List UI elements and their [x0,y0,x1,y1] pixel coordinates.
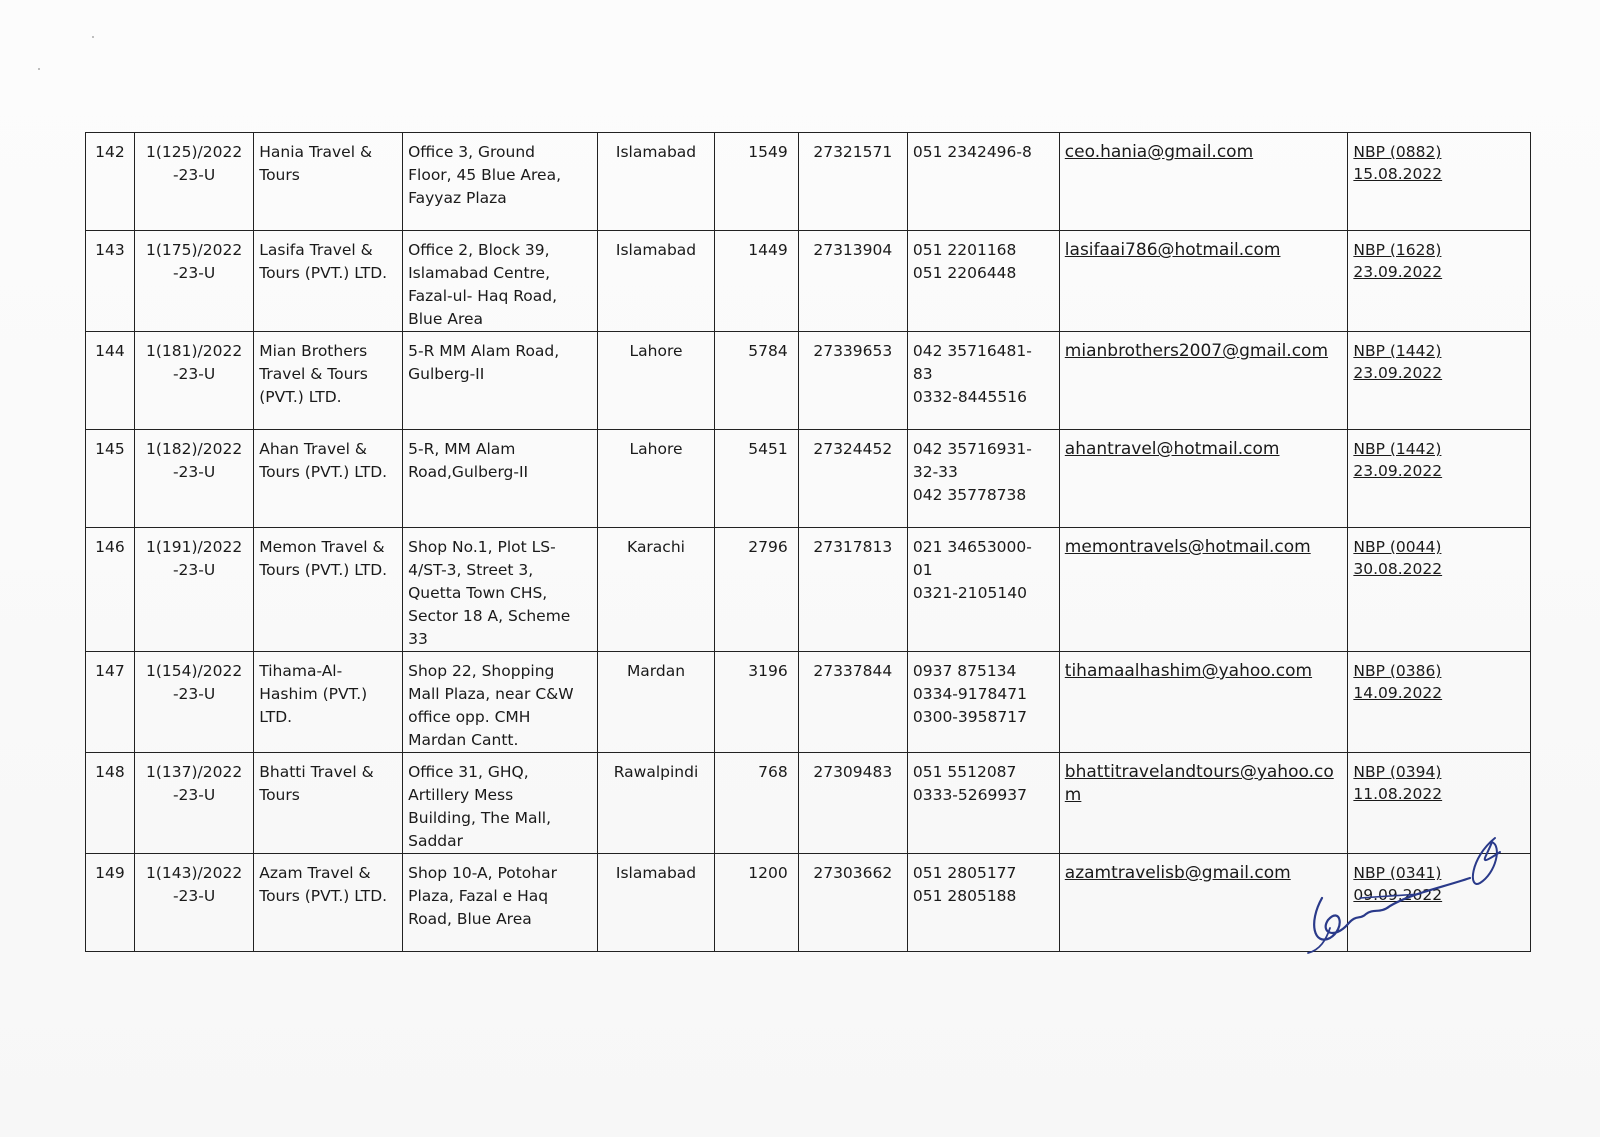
license-number-cell: 3196 [715,652,799,753]
address-line: Saddar [408,832,463,850]
file-number-line: 1(191)/2022 [145,538,243,556]
bank-challan-line: NBP (0386) [1353,662,1442,680]
email-cell [1059,231,1348,332]
address-line: 4/ST-3, Street 3, [408,561,534,579]
email-link[interactable]: ceo.hania@gmail.com [1064,142,1254,162]
agency-name-cell [254,231,403,332]
address-line: Office 31, GHQ, [408,763,529,781]
bank-challan-cell [1348,430,1531,528]
file-number-line: 1(181)/2022 [145,342,243,360]
bank-challan-line: 11.08.2022 [1353,785,1443,803]
agency-name-line: (PVT.) LTD. [259,388,342,406]
phone-line: 83 [912,365,933,383]
bank-challan-line: NBP (0341) [1353,864,1442,882]
file-number-line: -23-U [172,166,216,184]
serial-number-cell: 142 [86,133,135,231]
phone-cell [907,652,1059,753]
file-number-cell [134,430,253,528]
license-number-cell: 2796 [715,528,799,652]
agency-name-line: Tihama-Al- [259,662,343,680]
agency-name-line: Hania Travel & [259,143,373,161]
bank-challan-line: 23.09.2022 [1353,462,1443,480]
email-cell [1059,430,1348,528]
phone-line: 0332-8445516 [912,388,1027,406]
file-number-line: 1(154)/2022 [145,662,243,680]
ntn-cell: 27303662 [798,854,907,952]
phone-line: 042 35716481- [912,342,1032,360]
license-number-cell: 1200 [715,854,799,952]
phone-cell [907,231,1059,332]
license-number-cell: 768 [715,753,799,854]
phone-cell [907,430,1059,528]
address-line: Shop 22, Shopping [408,662,555,680]
address-line: Fayyaz Plaza [408,189,507,207]
city-cell: Lahore [597,430,714,528]
phone-line: 01 [912,561,933,579]
phone-line: 0334-9178471 [912,685,1027,703]
agency-name-cell [254,332,403,430]
phone-cell [907,332,1059,430]
scan-speck [92,36,94,38]
file-number-cell [134,133,253,231]
agency-name-line: Mian Brothers [259,342,368,360]
phone-cell [907,854,1059,952]
address-cell [403,231,598,332]
phone-cell [907,528,1059,652]
city-cell: Karachi [597,528,714,652]
bank-challan-cell [1348,133,1531,231]
city-cell: Islamabad [597,854,714,952]
ntn-cell: 27324452 [798,430,907,528]
address-cell [403,652,598,753]
ntn-cell: 27313904 [798,231,907,332]
handwritten-signature [1300,828,1540,968]
file-number-cell [134,231,253,332]
ntn-cell: 27337844 [798,652,907,753]
table-row [86,430,1531,528]
agency-name-line: Tours (PVT.) LTD. [259,463,388,481]
phone-line: 051 2805177 [912,864,1017,882]
file-number-line: 1(182)/2022 [145,440,243,458]
agency-name-line: Memon Travel & [259,538,385,556]
bank-challan-line: NBP (1442) [1353,440,1442,458]
address-line: Building, The Mall, [408,809,552,827]
address-line: Mardan Cantt. [408,731,519,749]
phone-line: 32-33 [912,463,958,481]
agency-name-line: Hashim (PVT.) [259,685,368,703]
address-line: Road,Gulberg-II [408,463,529,481]
agency-name-line: Azam Travel & [259,864,371,882]
agency-name-cell [254,528,403,652]
address-line: Shop No.1, Plot LS- [408,538,556,556]
address-line: Office 2, Block 39, [408,241,550,259]
file-number-cell [134,528,253,652]
bank-challan-cell [1348,332,1531,430]
phone-line: 0300-3958717 [912,708,1027,726]
address-line: 5-R MM Alam Road, [408,342,560,360]
address-line: Shop 10-A, Potohar [408,864,557,882]
phone-line: 0937 875134 [912,662,1017,680]
phone-line: 051 5512087 [912,763,1017,781]
phone-line: 051 2201168 [912,241,1017,259]
agency-name-cell [254,753,403,854]
address-line: 33 [408,630,428,648]
agency-name-cell [254,854,403,952]
scan-speck [38,68,40,70]
address-line: Islamabad Centre, [408,264,551,282]
bank-challan-cell [1348,528,1531,652]
address-line: Office 3, Ground [408,143,536,161]
address-line: 5-R, MM Alam [408,440,516,458]
phone-cell [907,133,1059,231]
email-link[interactable]: m [1064,785,1082,805]
agency-name-cell [254,652,403,753]
bank-challan-line: 23.09.2022 [1353,364,1443,382]
address-line: Fazal-ul- Haq Road, [408,287,558,305]
file-number-line: -23-U [172,365,216,383]
file-number-cell [134,854,253,952]
city-cell: Mardan [597,652,714,753]
email-link[interactable]: lasifaai786@hotmail.com [1064,240,1281,260]
file-number-line: 1(143)/2022 [145,864,243,882]
address-line: Blue Area [408,310,484,328]
agency-name-line: Tours [259,786,300,804]
agency-name-line: Ahan Travel & [259,440,368,458]
phone-line: 051 2342496-8 [912,143,1032,161]
email-cell [1059,652,1348,753]
table-row [86,652,1531,753]
address-line: Mall Plaza, near C&W [408,685,574,703]
bank-challan-line: 14.09.2022 [1353,684,1443,702]
email-link[interactable]: tihamaalhashim@yahoo.com [1064,661,1313,681]
city-cell: Lahore [597,332,714,430]
bank-challan-line: 23.09.2022 [1353,263,1443,281]
agency-name-line: Tours (PVT.) LTD. [259,887,388,905]
phone-line: 0321-2105140 [912,584,1027,602]
file-number-line: -23-U [172,561,216,579]
phone-cell [907,753,1059,854]
file-number-line: 1(175)/2022 [145,241,243,259]
agency-name-line: Lasifa Travel & [259,241,373,259]
table-row [86,332,1531,430]
email-link[interactable]: bhattitravelandtours@yahoo.co [1064,762,1334,782]
email-cell [1059,528,1348,652]
address-cell [403,430,598,528]
bank-challan-line: 30.08.2022 [1353,560,1443,578]
file-number-cell [134,652,253,753]
ntn-cell: 27339653 [798,332,907,430]
email-cell [1059,133,1348,231]
bank-challan-line: NBP (1442) [1353,342,1442,360]
agency-name-line: Tours (PVT.) LTD. [259,561,388,579]
phone-line: 042 35716931- [912,440,1032,458]
address-line: office opp. CMH [408,708,531,726]
file-number-line: -23-U [172,786,216,804]
address-cell [403,332,598,430]
email-link[interactable]: mianbrothers2007@gmail.com [1064,341,1329,361]
table-row [86,133,1531,231]
serial-number-cell: 145 [86,430,135,528]
bank-challan-cell [1348,652,1531,753]
agency-name-cell [254,430,403,528]
file-number-line: -23-U [172,264,216,282]
table-row [86,528,1531,652]
agency-name-line: LTD. [259,708,293,726]
serial-number-cell: 147 [86,652,135,753]
license-number-cell: 5784 [715,332,799,430]
agency-name-line: Bhatti Travel & [259,763,374,781]
address-line: Floor, 45 Blue Area, [408,166,561,184]
address-line: Plaza, Fazal e Haq [408,887,549,905]
bank-challan-line: 09.09.2022 [1353,886,1443,904]
address-cell [403,854,598,952]
address-cell [403,133,598,231]
phone-line: 021 34653000- [912,538,1032,556]
city-cell: Islamabad [597,133,714,231]
phone-line: 051 2805188 [912,887,1017,905]
agency-name-line: Travel & Tours [259,365,368,383]
file-number-line: 1(125)/2022 [145,143,243,161]
file-number-line: -23-U [172,685,216,703]
bank-challan-line: NBP (0394) [1353,763,1442,781]
file-number-cell [134,332,253,430]
agency-name-cell [254,133,403,231]
phone-line: 042 35778738 [912,486,1027,504]
email-link[interactable]: memontravels@hotmail.com [1064,537,1311,557]
email-link[interactable]: azamtravelisb@gmail.com [1064,863,1291,883]
file-number-cell [134,753,253,854]
license-number-cell: 5451 [715,430,799,528]
serial-number-cell: 144 [86,332,135,430]
address-cell [403,528,598,652]
bank-challan-line: NBP (0044) [1353,538,1442,556]
ntn-cell: 27317813 [798,528,907,652]
file-number-line: -23-U [172,463,216,481]
bank-challan-cell [1348,231,1531,332]
serial-number-cell: 148 [86,753,135,854]
agency-name-line: Tours [259,166,300,184]
table-row [86,231,1531,332]
city-cell: Rawalpindi [597,753,714,854]
address-line: Artillery Mess [408,786,514,804]
serial-number-cell: 143 [86,231,135,332]
address-cell [403,753,598,854]
city-cell: Islamabad [597,231,714,332]
bank-challan-line: NBP (0882) [1353,143,1442,161]
ntn-cell: 27309483 [798,753,907,854]
phone-line: 0333-5269937 [912,786,1027,804]
address-line: Quetta Town CHS, [408,584,548,602]
address-line: Sector 18 A, Scheme [408,607,571,625]
address-line: Road, Blue Area [408,910,532,928]
email-cell [1059,332,1348,430]
address-line: Gulberg-II [408,365,485,383]
agency-name-line: Tours (PVT.) LTD. [259,264,388,282]
serial-number-cell: 149 [86,854,135,952]
file-number-line: 1(137)/2022 [145,763,243,781]
email-link[interactable]: ahantravel@hotmail.com [1064,439,1280,459]
bank-challan-line: 15.08.2022 [1353,165,1443,183]
phone-line: 051 2206448 [912,264,1017,282]
ntn-cell: 27321571 [798,133,907,231]
license-number-cell: 1549 [715,133,799,231]
license-number-cell: 1449 [715,231,799,332]
serial-number-cell: 146 [86,528,135,652]
file-number-line: -23-U [172,887,216,905]
bank-challan-line: NBP (1628) [1353,241,1442,259]
